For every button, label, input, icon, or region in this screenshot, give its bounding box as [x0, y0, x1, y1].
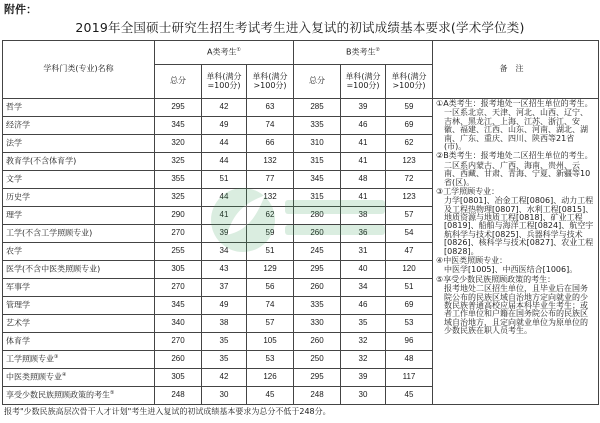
subject-name: 工学(不含工学照顾专业) [6, 228, 93, 238]
subject-mark: ⑤ [110, 389, 115, 396]
a-score-cell-total: 345 [155, 117, 202, 135]
a-score-cell-single2: 53 [247, 351, 294, 369]
a-score-cell-total: 325 [155, 189, 202, 207]
subject-name: 工学照顾专业 [6, 354, 54, 364]
note-n1: ①A类考生：报考地处一区招生单位的考生。 [436, 99, 593, 108]
subject-name: 享受少数民族照顾政策的考生 [6, 390, 110, 400]
b-score-cell-single2: 69 [386, 297, 433, 315]
b-score-cell-single2: 57 [386, 207, 433, 225]
subject-name: 艺术学 [6, 318, 30, 328]
b-score-cell-total: 315 [294, 189, 341, 207]
b-score-cell-single2: 117 [386, 369, 433, 387]
a-score-cell-total: 305 [155, 369, 202, 387]
b-score-cell-total: 248 [294, 387, 341, 405]
a-score-cell-single1: 43 [202, 261, 247, 279]
subject-name: 哲学 [6, 102, 22, 112]
b-score-cell-total: 310 [294, 135, 341, 153]
b-score-cell-single1: 35 [341, 315, 386, 333]
a-score-cell-single1: 38 [202, 315, 247, 333]
a-score-cell-total: 295 [155, 99, 202, 117]
note-n5: ⑤享受少数民族照顾政策的考生： [436, 274, 556, 284]
a-score-cell-single1: 37 [202, 279, 247, 297]
a-score-cell-single2: 126 [247, 369, 294, 387]
a-score-cell-single1: 49 [202, 297, 247, 315]
subject-cell [3, 99, 155, 117]
subject-cell [3, 243, 155, 261]
page-title: 2019年全国硕士研究生招生考试考生进入复试的初试成绩基本要求(学术学位类) [75, 20, 525, 35]
b-score-cell-single2: 45 [386, 387, 433, 405]
a-group-label: A类考生 [207, 47, 237, 57]
b-score-cell-single1: 36 [341, 225, 386, 243]
a-score-cell-total: 248 [155, 387, 202, 405]
b-score-cell-single1: 46 [341, 117, 386, 135]
a-score-cell-total: 290 [155, 207, 202, 225]
b-score-cell-total: 260 [294, 279, 341, 297]
subject-cell [3, 351, 155, 369]
subject-name: 医学(不含中医类照顾专业) [6, 264, 101, 274]
b-score-cell-single2: 51 [386, 279, 433, 297]
a-score-cell-single1: 35 [202, 333, 247, 351]
subject-cell [3, 225, 155, 243]
a-total-header: 总分 [155, 65, 202, 99]
subject-cell [3, 297, 155, 315]
a-score-cell-single1: 44 [202, 153, 247, 171]
b-score-cell-single2: 59 [386, 99, 433, 117]
note-n5-detail: 报考地处二区招生单位，且毕业后在国务院公布的民族区域自治地方定向就业的少数民族普通高校应届本科毕业生考生；或者工作单位和户籍在国务院公布的民族区域自治地方，且定向就业单位为原单位的少数民族在职人员考生。 [444, 284, 589, 336]
b-score-cell-total: 295 [294, 369, 341, 387]
subject-name: 历史学 [6, 192, 30, 202]
subject-name: 中医类照顾专业 [6, 372, 62, 382]
b-score-cell-total: 250 [294, 351, 341, 369]
b-score-cell-single1: 48 [341, 171, 386, 189]
a-score-cell-total: 325 [155, 153, 202, 171]
a-score-cell-single2: 74 [247, 297, 294, 315]
b-score-cell-single2: 96 [386, 333, 433, 351]
subject-cell [3, 315, 155, 333]
a-score-cell-total: 305 [155, 261, 202, 279]
a-score-cell-total: 270 [155, 225, 202, 243]
a-group-header [155, 41, 294, 65]
b-score-cell-total: 335 [294, 297, 341, 315]
a-score-cell-single1: 49 [202, 117, 247, 135]
subject-cell [3, 153, 155, 171]
a-score-cell-total: 260 [155, 351, 202, 369]
b-score-cell-total: 335 [294, 117, 341, 135]
b-score-cell-single1: 40 [341, 261, 386, 279]
table-row [3, 99, 599, 117]
b-total-header: 总分 [294, 65, 341, 99]
subject-name: 管理学 [6, 300, 30, 310]
b-score-cell-total: 315 [294, 153, 341, 171]
b-group-mark: ② [375, 46, 380, 53]
b-score-cell-single1: 32 [341, 351, 386, 369]
b-score-cell-single2: 48 [386, 351, 433, 369]
b-score-cell-single1: 31 [341, 243, 386, 261]
a-score-cell-single2: 77 [247, 171, 294, 189]
note-n4: ④中医类照顾专业： [436, 256, 508, 266]
a-score-cell-single1: 42 [202, 369, 247, 387]
a-score-cell-single1: 44 [202, 135, 247, 153]
b-score-cell-total: 280 [294, 207, 341, 225]
subject-name: 农学 [6, 246, 22, 256]
b-score-cell-single2: 69 [386, 117, 433, 135]
remarks-header: 备注 [433, 41, 599, 99]
a-score-cell-single1: 34 [202, 243, 247, 261]
subject-cell [3, 387, 155, 405]
note-n2: ②B类考生：报考地处二区招生单位的考生。 [436, 151, 593, 161]
a-score-cell-single1: 51 [202, 171, 247, 189]
b-score-cell-single1: 41 [341, 189, 386, 207]
score-table [2, 40, 599, 405]
b-score-cell-total: 285 [294, 99, 341, 117]
subject-name: 理学 [6, 210, 22, 220]
subject-name: 文学 [6, 174, 22, 184]
b-score-cell-single1: 41 [341, 153, 386, 171]
a-score-cell-total: 255 [155, 243, 202, 261]
b-score-cell-single2: 62 [386, 135, 433, 153]
a-score-cell-single2: 45 [247, 387, 294, 405]
subject-mark: ③ [54, 353, 59, 360]
note-n3-detail: 力学[0801]、冶金工程[0806]、动力工程及工程热物理[0807]、水利工程[0815]、地质资源与地质工程[0818]、矿业工程[0819]、船舶与海洋工程[0824]、航空宇航科学与技术[0825]、兵器科学与技术[0826]、核科学与技术[0827]、农业工程[0828]。 [444, 196, 594, 256]
a-score-cell-total: 345 [155, 297, 202, 315]
subject-cell [3, 333, 155, 351]
a-score-cell-single1: 44 [202, 189, 247, 207]
subject-cell [3, 261, 155, 279]
b-group-label: B类考生 [346, 47, 376, 57]
note-n4-detail: 中医学[1005]、中西医结合[1006]。 [444, 265, 578, 275]
b-score-cell-total: 295 [294, 261, 341, 279]
subject-cell [3, 117, 155, 135]
b-score-cell-single2: 123 [386, 153, 433, 171]
attachment-label: 附件： [4, 3, 37, 16]
b-score-cell-single1: 39 [341, 369, 386, 387]
b-score-cell-single1: 30 [341, 387, 386, 405]
a-score-cell-total: 340 [155, 315, 202, 333]
subject-cell [3, 171, 155, 189]
b-score-cell-single1: 46 [341, 297, 386, 315]
note-n3: ③工学照顾专业： [436, 186, 500, 196]
b-score-cell-total: 245 [294, 243, 341, 261]
a-score-cell-single1: 35 [202, 351, 247, 369]
a-score-cell-total: 270 [155, 333, 202, 351]
b-score-cell-total: 330 [294, 315, 341, 333]
a-score-cell-single1: 41 [202, 207, 247, 225]
subject-name: 经济学 [6, 120, 30, 130]
a-score-cell-single2: 56 [247, 279, 294, 297]
b-score-cell-total: 345 [294, 171, 341, 189]
b-score-cell-single2: 120 [386, 261, 433, 279]
b-score-cell-single2: 47 [386, 243, 433, 261]
b-score-cell-single2: 123 [386, 189, 433, 207]
a-score-cell-single2: 129 [247, 261, 294, 279]
b-score-cell-single2: 53 [386, 315, 433, 333]
a-score-cell-single2: 59 [247, 225, 294, 243]
b-score-cell-single1: 39 [341, 99, 386, 117]
subject-cell [3, 207, 155, 225]
subject-cell [3, 279, 155, 297]
b-single1-header: 单科(满分=100分) [341, 65, 386, 99]
note-n2-detail: 二区系内蒙古、广西、海南、贵州、云南、西藏、甘肃、青海、宁夏、新疆等10省(区)。 [444, 160, 591, 187]
subject-cell [3, 189, 155, 207]
subject-name: 军事学 [6, 282, 30, 292]
subject-column-header: 学科门类(专业)名称 [3, 41, 155, 99]
a-single2-header: 单科(满分>100分) [247, 65, 294, 99]
a-score-cell-single2: 74 [247, 117, 294, 135]
note-n1-detail: 一区系北京、天津、河北、山西、辽宁、吉林、黑龙江、上海、江苏、浙江、安徽、福建、江西、山东、河南、湖北、湖南、广东、重庆、四川、陕西等21省(市)。 [444, 108, 589, 151]
b-score-cell-single2: 72 [386, 171, 433, 189]
b-score-cell-single1: 38 [341, 207, 386, 225]
a-score-cell-total: 355 [155, 171, 202, 189]
b-group-header [294, 41, 433, 65]
a-score-cell-single2: 63 [247, 99, 294, 117]
a-score-cell-single2: 132 [247, 189, 294, 207]
a-single1-header: 单科(满分=100分) [202, 65, 247, 99]
b-score-cell-single1: 41 [341, 135, 386, 153]
a-score-cell-single1: 30 [202, 387, 247, 405]
b-single2-header: 单科(满分>100分) [386, 65, 433, 99]
remarks-notes [433, 99, 599, 405]
a-score-cell-single2: 62 [247, 207, 294, 225]
b-score-cell-single1: 32 [341, 333, 386, 351]
subject-name: 教育学(不含体育学) [6, 156, 77, 166]
subject-name: 体育学 [6, 336, 30, 346]
a-score-cell-single2: 105 [247, 333, 294, 351]
footer-note: 报考"少数民族高层次骨干人才计划"考生进入复试的初试成绩基本要求为总分不低于248分。 [4, 407, 331, 416]
b-score-cell-total: 260 [294, 333, 341, 351]
a-score-cell-total: 270 [155, 279, 202, 297]
subject-cell [3, 369, 155, 387]
a-score-cell-single1: 39 [202, 225, 247, 243]
b-score-cell-total: 260 [294, 225, 341, 243]
a-score-cell-single2: 51 [247, 243, 294, 261]
b-score-cell-single2: 54 [386, 225, 433, 243]
a-group-mark: ① [236, 46, 241, 53]
a-score-cell-single1: 42 [202, 99, 247, 117]
b-score-cell-single1: 34 [341, 279, 386, 297]
a-score-cell-single2: 132 [247, 153, 294, 171]
subject-mark: ④ [62, 371, 67, 378]
a-score-cell-single2: 57 [247, 315, 294, 333]
a-score-cell-total: 320 [155, 135, 202, 153]
a-score-cell-single2: 66 [247, 135, 294, 153]
subject-cell [3, 135, 155, 153]
subject-name: 法学 [6, 138, 22, 148]
